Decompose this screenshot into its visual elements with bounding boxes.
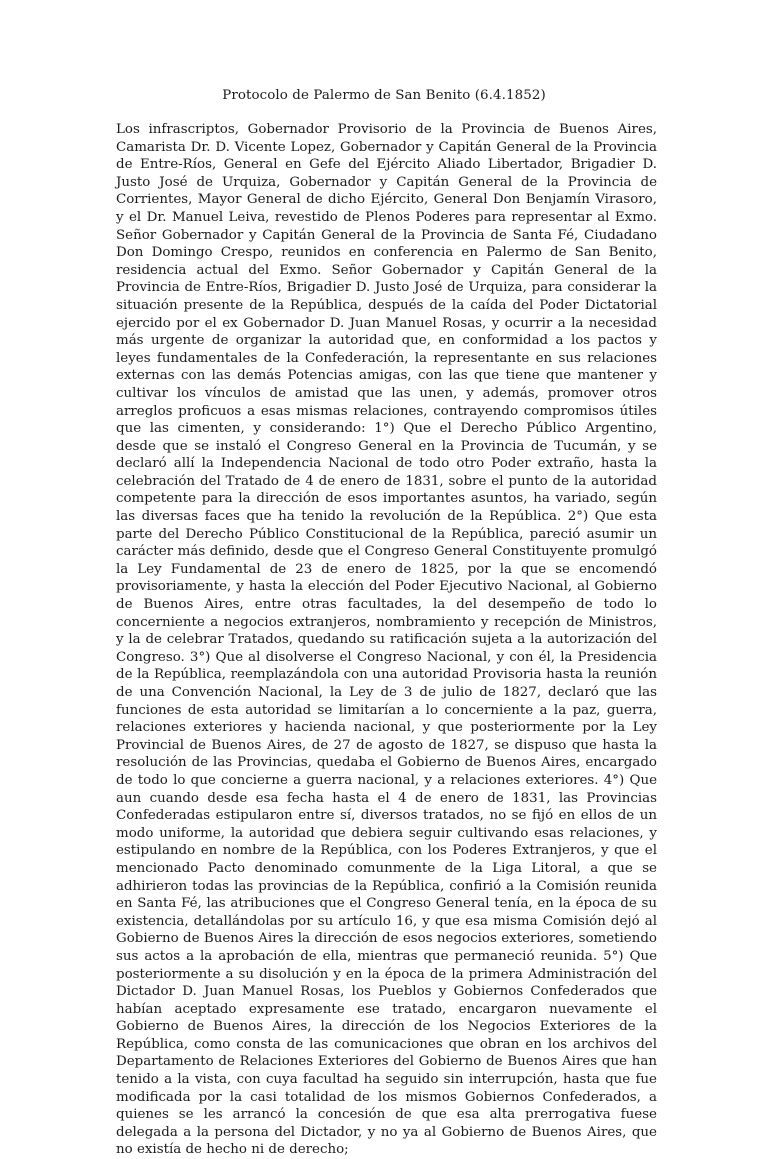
document-title: Protocolo de Palermo de San Benito (6.4.1852): [222, 88, 546, 103]
document-body-paragraph: Los infrascriptos, Gobernador Provisorio de la Provincia de Buenos Aires, Camarista Dr. D. Vicente Lopez, Gobernador y Capitán General de la Provincia de Entre-Ríos, General en Gefe del Ejército Aliado Libertador, Brigadier D. Justo José de Urquiza, Gobernador y Capitán General de la Provincia de Corrientes, Mayor General de dicho Ejército, General Don Benjamín Virasoro, y el Dr. Manuel Leiva, revestido de Plenos Poderes para representar al Exmo. Señor Gobernador y Capitán General de la Provincia de Santa Fé, Ciudadano Don Domingo Crespo, reunidos en conferencia en Palermo de San Benito, residencia actual del Exmo. Señor Gobernador y Capitán General de la Provincia de Entre-Ríos, Brigadier D. Justo José de Urquiza, para considerar la situación presente de la República, después de la caída del Poder Dictatorial ejercido por el ex Gobernador D. Juan Manuel Rosas, y ocurrir a la necesidad más urgente de organizar la autoridad que, en conformidad a los pactos y leyes fundamentales de la Confederación, la representante en sus relaciones externas con las demás Potencias amigas, con las que tiene que mantener y cultivar los vínculos de amistad que las unen, y además, promover otros arreglos proficuos a esas mismas relaciones, contrayendo compromisos útiles que las cimenten, y considerando: 1°) Que el Derecho Público Argentino, desde que se instaló el Congreso General en la Provincia de Tucumán, y se declaró allí la Independencia Nacional de todo otro Poder extraño, hasta la celebración del Tratado de 4 de enero de 1831, sobre el punto de la autoridad competente para la dirección de esos importantes asuntos, ha variado, según las diversas faces que ha tenido la revolución de la República. 2°) Que esta parte del Derecho Público Constitucional de la República, pareció asumir un carácter más definido, desde que el Congreso General Constituyente promulgó la Ley Fundamental de 23 de enero de 1825, por la que se encomendó provisoriamente, y hasta la elección del Poder Ejecutivo Nacional, al Gobierno de Buenos Aires, entre otras facultades, la del desempeño de todo lo concerniente a negocios extranjeros, nombramiento y recepción de Ministros, y la de celebrar Tratados, quedando su ratificación sujeta a la autorización del Congreso. 3°) Que al disolverse el Congreso Nacional, y con él, la Presidencia de la República, reemplazándola con una autoridad Provisoria hasta la reunión de una Convención Nacional, la Ley de 3 de julio de 1827, declaró que las funciones de esta autoridad se limitarían a lo concerniente a la paz, guerra, relaciones exteriores y hacienda nacional, y que posteriormente por la Ley Provincial de Buenos Aires, de 27 de agosto de 1827, se dispuso que hasta la resolución de las Provincias, quedaba el Gobierno de Buenos Aires, encargado de todo lo que concierne a guerra nacional, y a relaciones exteriores. 4°) Que aun cuando desde esa fecha hasta el 4 de enero de 1831, las Provincias Confederadas estipularon entre sí, diversos tratados, no se fijó en ellos de un modo uniforme, la autoridad que debiera seguir cultivando esas relaciones, y estipulando en nombre de la República, con los Poderes Extranjeros, y que el mencionado Pacto denominado comunmente de la Liga Litoral, a que se adhirieron todas las provincias de la República, confirió a la Comisión reunida en Santa Fé, las atribuciones que el Congreso General tenía, en la época de su existencia, detallándolas por su artículo 16, y que esa misma Comisión dejó al Gobierno de Buenos Aires la dirección de esos negocios exteriores, sometiendo sus actos a la aprobación de ella, mientras que permaneció reunida. 5°) Que posteriormente a su disolución y en la época de la primera Administración del Dictador D. Juan Manuel Rosas, los Pueblos y Gobiernos Confederados que habían aceptado expresamente ese tratado, encargaron nuevamente el Gobierno de Buenos Aires, la dirección de los Negocios Exteriores de la República, como consta de las comunicaciones que obran en los archivos del Departamento de Relaciones Exteriores del Gobierno de Buenos Aires que han tenido a la vista, con cuya facultad ha seguido sin interrupción, hasta que fue modificada por la casi totalidad de los mismos Gobiernos Confederados, a quienes se les arrancó la concesión de que esa alta prerrogativa fuese delegada a la persona del Dictador, y no ya al Gobierno de Buenos Aires, que no existía de hecho ni de derecho;: [116, 122, 657, 1158]
